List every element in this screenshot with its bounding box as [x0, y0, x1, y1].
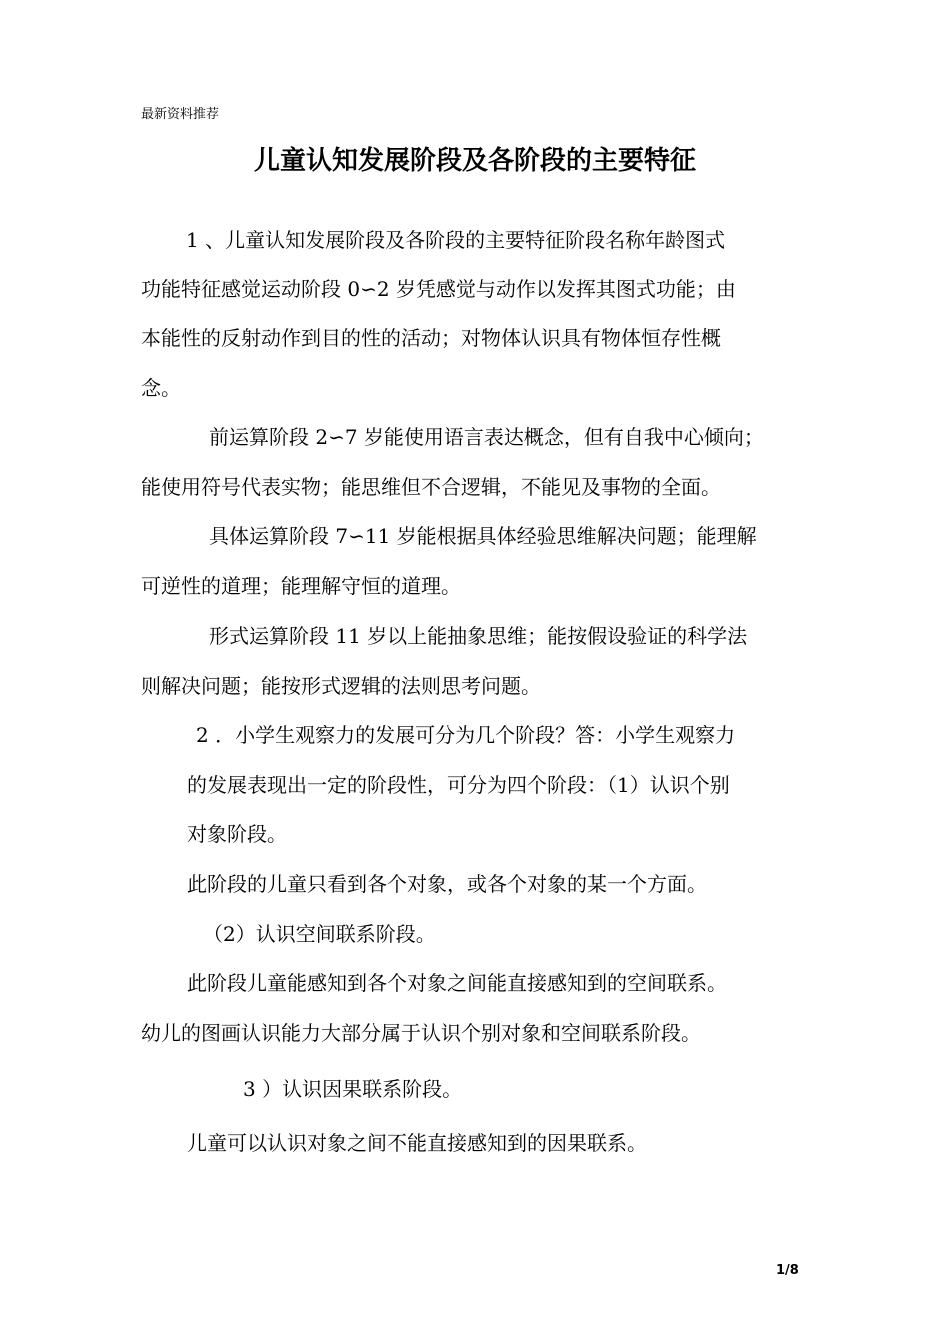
body-line: 对象阶段。 — [187, 822, 287, 846]
body-line: （2）认识空间联系阶段。 — [203, 922, 436, 946]
body-line: 具体运算阶段 7∽11 岁能根据具体经验思维解决问题；能理解 — [209, 524, 757, 548]
body-line: 能使用符号代表实物；能思维但不合逻辑，不能见及事物的全面。 — [141, 475, 721, 499]
body-line: 此阶段的儿童只看到各个对象，或各个对象的某一个方面。 — [187, 872, 707, 896]
body-line: 可逆性的道理；能理解守恒的道理。 — [141, 574, 461, 598]
body-line: 本能性的反射动作到目的性的活动；对物体认识具有物体恒存性概 — [141, 326, 721, 350]
body-line: 幼儿的图画认识能力大部分属于认识个别对象和空间联系阶段。 — [141, 1021, 701, 1045]
body-line: 2 ．小学生观察力的发展可分为几个阶段？答：小学生观察力 — [196, 723, 736, 747]
header-note: 最新资料推荐 — [141, 107, 220, 122]
body-line: 念。 — [141, 376, 181, 400]
body-line: 此阶段儿童能感知到各个对象之间能直接感知到的空间联系。 — [187, 971, 727, 995]
body-line: 儿童可以认识对象之间不能直接感知到的因果联系。 — [187, 1131, 647, 1155]
body-line: 的发展表现出一定的阶段性，可分为四个阶段：（1）认识个别 — [187, 773, 730, 797]
body-line: 则解决问题；能按形式逻辑的法则思考问题。 — [141, 674, 541, 698]
body-line: 3 ）认识因果联系阶段。 — [243, 1077, 463, 1101]
body-line: 功能特征感觉运动阶段 0∽2 岁凭感觉与动作以发挥其图式功能；由 — [141, 277, 736, 301]
body-line: 形式运算阶段 11 岁以上能抽象思维；能按假设验证的科学法 — [209, 624, 748, 648]
body-line: 前运算阶段 2∽7 岁能使用语言表达概念，但有自我中心倾向； — [209, 425, 764, 449]
page-title: 儿童认知发展阶段及各阶段的主要特征 — [253, 146, 696, 176]
body-line: 1 、儿童认知发展阶段及各阶段的主要特征阶段名称年龄图式 — [186, 228, 726, 252]
page-number: 1/8 — [776, 1263, 799, 1278]
